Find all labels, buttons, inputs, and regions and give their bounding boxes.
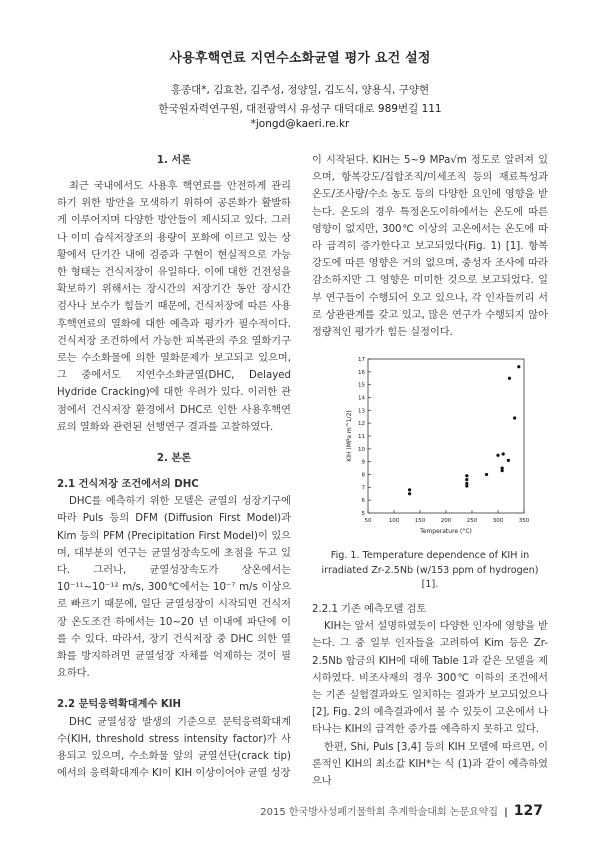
body-paragraph-dhc: DHC를 예측하기 위한 모델은 균열의 성장기구에 따라 Puls 등의 DFM (Diffusion First Model)과 Kim 등의 PFM (Precipitation First Model)이 있으며, 대부분의 연구는 균열성장속도에 초점을 두고 있다. 그러나, 균열성장속도가 상온에서는 10⁻¹¹~10⁻¹² m/s, 300℃에서는 10⁻⁷ m/s 이상으로 빠르기 때문에, 일단 균열성장이 시작되면 건식저장 온도조건 하에서는 10~20 년 이내에 파단에 이를 수 있다. 따라서, 장기 건식저장 중 DHC 의한 열화를 방지하려면 균열성장 자체를 억제하는 것이 필요하다. (57, 496, 291, 680)
data-point (485, 473, 488, 476)
y-tick-label: 11 (358, 434, 365, 441)
subsection-heading-2-1: 2.1 건식저장 조건에서의 DHC (57, 479, 199, 491)
y-axis-label: KIH (MPa m^1/2) (346, 410, 353, 462)
footer-separator: | (504, 807, 508, 818)
x-tick-label: 100 (388, 518, 400, 525)
subsection-heading-2-2-1: 2.2.1 기존 예측모델 검토 (312, 603, 427, 615)
x-tick-label: 250 (466, 518, 478, 525)
plot-frame (368, 359, 524, 513)
data-point (513, 417, 516, 420)
data-point (508, 377, 511, 380)
corresponding-email: *jongd@kaeri.re.kr (250, 118, 350, 130)
data-point (502, 453, 505, 456)
right-column (312, 152, 548, 790)
section-heading-body: 2. 본론 (156, 453, 192, 465)
y-tick-label: 14 (358, 395, 365, 402)
left-column (57, 152, 291, 783)
y-tick-label: 16 (358, 370, 365, 377)
section-heading-intro: 1. 서론 (156, 155, 192, 166)
y-tick-label: 13 (358, 408, 365, 415)
data-point (465, 482, 468, 485)
y-tick-label: 10 (358, 447, 365, 454)
data-point (517, 365, 520, 368)
paper-title: 사용후핵연료 지연수소화균열 평가 요건 설정 (169, 51, 431, 66)
data-point (408, 492, 411, 495)
data-point (465, 478, 468, 481)
y-tick-label: 7 (361, 485, 365, 492)
y-tick-label: 8 (361, 472, 365, 479)
x-tick-label: 50 (364, 518, 372, 525)
data-point (408, 489, 411, 492)
data-point (501, 467, 504, 470)
data-point (496, 454, 499, 457)
y-tick-label: 9 (361, 459, 365, 466)
subsection-heading-2-2: 2.2 문턱응력확대계수 KIH (57, 699, 182, 711)
intro-paragraph: 최근 국내에서도 사용후 핵연료를 안전하게 관리하기 위한 방안을 모색하기 위하여 공론화가 활발하게 이루어지며 다양한 방안들이 제시되고 있다. 그러나 이미 습식저장조의 용량이 포화에 이르고 있는 상황에서 단기간 내에 검증과 구현이 현실적으로 가능한 형태는 건식저장이 유일하다. 이에 대한 건전성을 확보하기 위해서는 장시간의 저장기간 동안 장시간 검사나 보수가 힘들기 때문에, 건식저장에 따른 사용후핵연료의 열화에 대한 예측과 평가가 필수적이다. 건식저장 조건하에서 가능한 피복관의 주요 열화기구로는 수소화물에 의한 열화문제가 보고되고 있으며, 그 중에서도 지연수소화균열(DHC, Delayed Hydride Cracking)에 대한 우려가 있다. 이러한 관점에서 건식저장 환경에서 DHC로 인한 사용후핵연료의 열화와 관련된 선행연구 결과를 고찰하였다. (57, 181, 291, 433)
page-number: 127 (513, 803, 543, 819)
data-point (465, 474, 468, 477)
page-footer (260, 803, 543, 819)
y-tick-label: 15 (358, 382, 365, 389)
figure-caption: Fig. 1. Temperature dependence of KIH in irradiated Zr-2.5Nb (w/153 ppm of hydrogen) [1]. (321, 550, 539, 591)
author-list: 홍종대*, 김효찬, 김주성, 정양일, 김도식, 양용식, 구양현 (170, 84, 430, 96)
footer-proceedings: 2015 한국방사성폐기물학회 추계학술대회 논문요약집 (260, 807, 499, 818)
x-axis-label: Temperature (°C) (420, 528, 472, 536)
data-point (507, 459, 510, 462)
body-paragraph-models: KIH는 앞서 설명하였듯이 다양한 인자에 영향을 받는다. 그 중 일부 인자들을 고려하여 Kim 등은 Zr-2.5Nb 합금의 KIH에 대해 Table 1과 같은 모델을 제시하였다. 비조사재의 경우 300℃ 이하의 조건에서는 기존 실험결과와도 일치하는 결과가 보고되었으나 [2], Fig. 2의 예측결과에서 볼 수 있듯이 고온에서 나타나는 KIH의 급격한 증가를 예측하지 못하고 있다. (312, 621, 548, 736)
y-tick-label: 5 (361, 511, 365, 518)
y-tick-label: 12 (358, 421, 365, 428)
affiliation: 한국원자력연구원, 대전광역시 유성구 대덕대로 989번길 111 (158, 103, 442, 115)
x-tick-label: 300 (492, 518, 504, 525)
kih-temperature-chart (312, 351, 548, 541)
x-tick-label: 200 (440, 518, 452, 525)
body-paragraph-kih: DHC 균열성장 발생의 기준으로 문턱응력확대계수(KIH, threshold stress intensity factor)가 사용되고 있으며, 수소화물 앞의 균열선단(crack tip)에서의 응력확대계수 KI이 KIH 이상이어야 균열 성장 (57, 716, 291, 780)
x-tick-label: 150 (414, 518, 426, 525)
body-paragraph-shi-puls: 한편, Shi, Puls [3,4] 등의 KIH 모델에 따르면, 이론적인 KIH의 최소값 KIH*는 식 (1)과 같이 예측하였으나 (312, 741, 548, 787)
y-tick-label: 6 (361, 498, 365, 505)
x-tick-label: 350 (518, 518, 530, 525)
body-paragraph-continued: 이 시작된다. KIH는 5~9 MPa√m 정도로 알려져 있으며, 항복강도/집합조직/미세조직 등의 재료특성과 온도/조사량/수소 농도 등의 다양한 요인에 영향을 받는다. 온도의 경우 특정온도이하에서는 온도에 따른 영향이 없지만, 300℃ 이상의 고온에서는 온도에 따라 급격히 증가한다고 보고되었다(Fig. 1) [1]. 항복강도에 따른 영향은 거의 없으며, 중성자 조사에 따라 감소하지만 그 영향은 미미한 것으로 보고되었다. 일부 연구들이 수행되어 오고 있으나, 각 인자들끼리 서로 상관관계를 갖고 있고, 많은 연구가 수행되지 않아 정량적인 평가가 힘든 실정이다. (312, 155, 548, 339)
y-tick-label: 17 (358, 357, 365, 364)
